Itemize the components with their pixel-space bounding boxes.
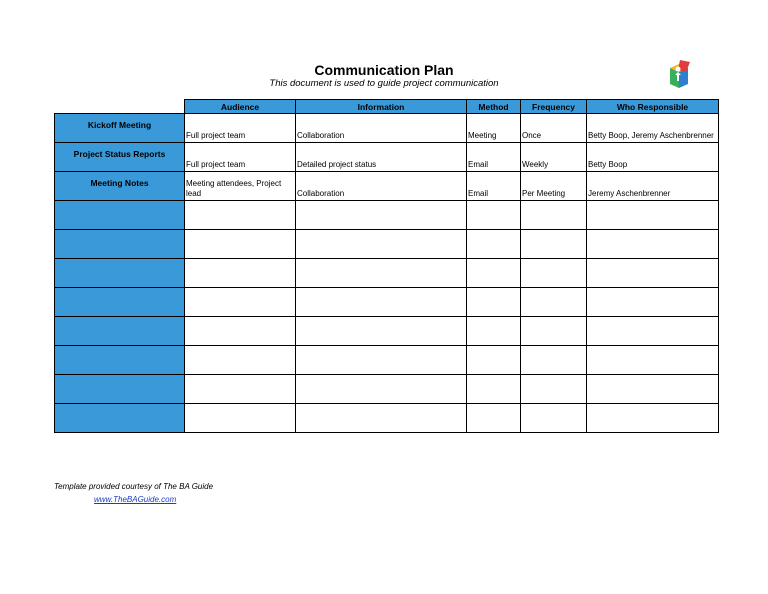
cell-who-responsible[interactable] [587, 375, 719, 404]
cell-who-responsible[interactable] [587, 346, 719, 375]
cell-frequency[interactable] [521, 317, 587, 346]
cell-audience[interactable] [185, 375, 296, 404]
table-row [55, 259, 719, 288]
table-row [55, 143, 719, 172]
cell-frequency[interactable] [521, 375, 587, 404]
cell-method[interactable] [467, 346, 521, 375]
logo-icon [666, 58, 692, 94]
cell-who-responsible[interactable]: Jeremy Aschenbrenner [587, 172, 719, 201]
table-row [55, 375, 719, 404]
cell-method[interactable] [467, 404, 521, 433]
cell-who-responsible[interactable] [587, 317, 719, 346]
cell-information[interactable]: Detailed project status [296, 143, 467, 172]
row-label: Project Status Reports [55, 143, 185, 172]
document-title: Communication Plan [314, 62, 454, 78]
cell-method[interactable] [467, 375, 521, 404]
cell-audience[interactable]: Full project team [185, 143, 296, 172]
cell-audience[interactable] [185, 288, 296, 317]
table-row [55, 346, 719, 375]
table-row [55, 317, 719, 346]
cell-frequency[interactable] [521, 230, 587, 259]
cell-frequency[interactable]: Per Meeting [521, 172, 587, 201]
cell-frequency[interactable] [521, 288, 587, 317]
cell-audience[interactable] [185, 317, 296, 346]
cell-information[interactable]: Collaboration [296, 172, 467, 201]
row-label [55, 375, 185, 404]
row-label [55, 404, 185, 433]
cell-frequency[interactable]: Weekly [521, 143, 587, 172]
cell-who-responsible[interactable] [587, 404, 719, 433]
cell-audience[interactable]: Full project team [185, 114, 296, 143]
header-corner [55, 100, 185, 114]
communication-plan-table [54, 99, 719, 433]
cell-audience[interactable] [185, 404, 296, 433]
table-row [55, 288, 719, 317]
cell-audience[interactable] [185, 230, 296, 259]
table-row [55, 201, 719, 230]
cell-who-responsible[interactable] [587, 201, 719, 230]
cell-frequency[interactable] [521, 201, 587, 230]
cell-method[interactable] [467, 259, 521, 288]
cell-method[interactable] [467, 201, 521, 230]
row-label [55, 346, 185, 375]
header-information: Information [296, 100, 467, 114]
table-header-row [55, 100, 719, 114]
cell-audience[interactable] [185, 346, 296, 375]
document-subtitle: This document is used to guide project communication [269, 78, 499, 89]
template-credit-note: Template provided courtesy of The BA Guide [54, 482, 214, 491]
cell-method[interactable] [467, 230, 521, 259]
cell-information[interactable] [296, 259, 467, 288]
table-row [55, 114, 719, 143]
cell-method[interactable] [467, 288, 521, 317]
cell-frequency[interactable] [521, 346, 587, 375]
cell-frequency[interactable] [521, 404, 587, 433]
table-row [55, 404, 719, 433]
cell-who-responsible[interactable] [587, 288, 719, 317]
cell-method[interactable]: Meeting [467, 114, 521, 143]
header-method: Method [467, 100, 521, 114]
row-label [55, 288, 185, 317]
cell-information[interactable] [296, 346, 467, 375]
cell-method[interactable] [467, 317, 521, 346]
cell-information[interactable] [296, 288, 467, 317]
row-label: Kickoff Meeting [55, 114, 185, 143]
cell-who-responsible[interactable]: Betty Boop [587, 143, 719, 172]
cell-audience[interactable]: Meeting attendees, Project lead [185, 172, 296, 201]
row-label: Meeting Notes [55, 172, 185, 201]
cell-audience[interactable] [185, 201, 296, 230]
header-frequency: Frequency [521, 100, 587, 114]
row-label [55, 259, 185, 288]
cell-frequency[interactable]: Once [521, 114, 587, 143]
cell-who-responsible[interactable]: Betty Boop, Jeremy Aschenbrenner [587, 114, 719, 143]
cell-who-responsible[interactable] [587, 230, 719, 259]
row-label [55, 230, 185, 259]
cell-audience[interactable] [185, 259, 296, 288]
cell-who-responsible[interactable] [587, 259, 719, 288]
row-label [55, 317, 185, 346]
cell-information[interactable] [296, 201, 467, 230]
row-label [55, 201, 185, 230]
cell-information[interactable]: Collaboration [296, 114, 467, 143]
cell-method[interactable]: Email [467, 143, 521, 172]
table-row [55, 172, 719, 201]
ba-guide-link[interactable]: www.TheBAGuide.com [94, 495, 177, 504]
cell-method[interactable]: Email [467, 172, 521, 201]
table-row [55, 230, 719, 259]
header-audience: Audience [185, 100, 296, 114]
cell-information[interactable] [296, 230, 467, 259]
header-who-responsible: Who Responsible [587, 100, 719, 114]
cell-information[interactable] [296, 404, 467, 433]
cell-information[interactable] [296, 375, 467, 404]
cell-information[interactable] [296, 317, 467, 346]
cell-frequency[interactable] [521, 259, 587, 288]
